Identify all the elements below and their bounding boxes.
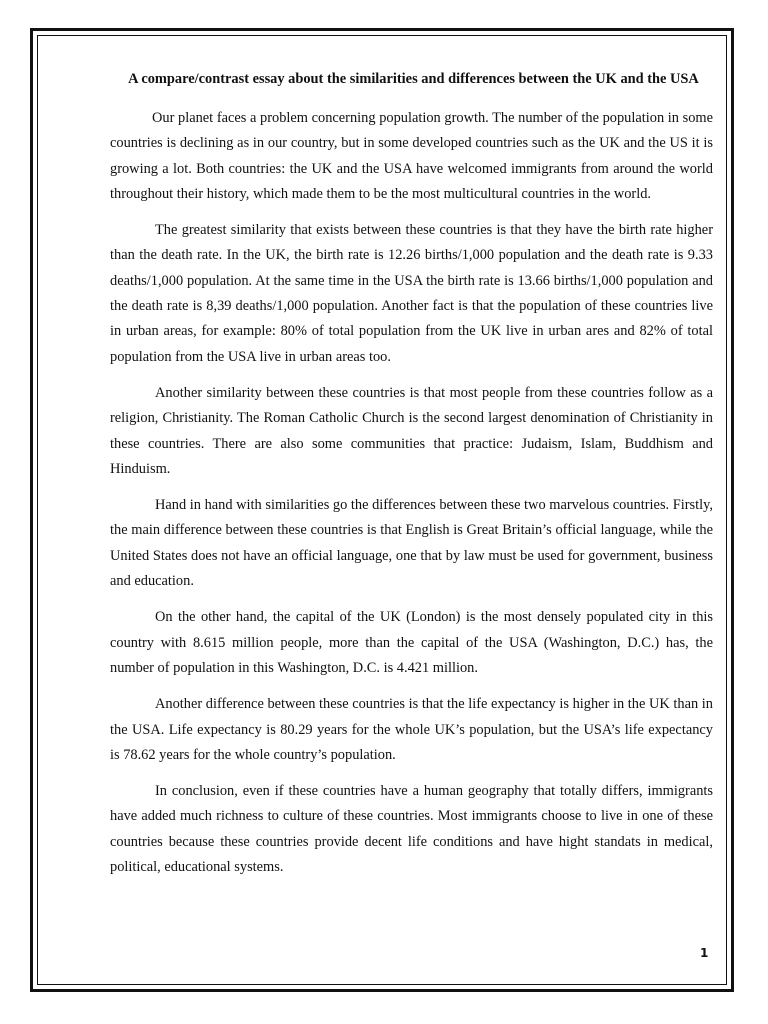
paragraph-religion: Another similarity between these countries is that most people from these countries follow as a religion, Christianity. The Roman Catholic Church is the second largest denomination of Christianity in these countries. There are also some communities that practice: Judaism, Islam, Buddhism and Hinduism. — [110, 384, 713, 477]
paragraph-birth-rate: The greatest similarity that exists between these countries is that they have the birth rate higher than the death rate. In the UK, the birth rate is 12.26 births/1,000 population and the death rate is 9.33 deaths/1,000 population. At the same time in the USA the birth rate is 13.66 births/1,000 population and the death rate is 8,39 deaths/1,000 population. Another fact is that the population of these countries live in urban areas, for example: 80% of total population from the UK live in urban ares and 82% of total population from the USA live in urban areas too. — [110, 222, 713, 365]
paragraph-language: Hand in hand with similarities go the differences between these two marvelous countries. Firstly, the main difference between these countries is that English is Great Britain’s official language, while the United States does not have an official language, one that by law must be used for government, business and education. — [110, 497, 713, 590]
essay-title: A compare/contrast essay about the similarities and differences between the UK and the USA — [128, 71, 699, 87]
paragraph-conclusion: In conclusion, even if these countries have a human geography that totally differs, immigrants have added much richness to culture of these countries. Most immigrants choose to live in one of these countries because these countries provide decent life conditions and have hight standats in medical, political, educational systems. — [110, 783, 713, 876]
paragraph-life-expectancy: Another difference between these countries is that the life expectancy is higher in the UK than in the USA. Life expectancy is 80.29 years for the whole UK’s population, but the USA’s life expectancy is 78.62 years for the whole country’s population. — [110, 696, 713, 763]
essay-page — [110, 66, 713, 880]
paragraph-intro: Our planet faces a problem concerning population growth. The number of the population in some countries is declining as in our country, but in some developed countries such as the UK and the US it is growing a lot. Both countries: the UK and the USA have welcomed immigrants from around the world throughout their history, which made them to be the most multicultural countries in the world. — [110, 110, 713, 202]
page-number: 1 — [700, 946, 709, 960]
paragraph-capital: On the other hand, the capital of the UK (London) is the most densely populated city in this country with 8.615 million people, more than the capital of the USA (Washington, D.C.) has, the number of population in this Washington, D.C. is 4.421 million. — [110, 609, 713, 676]
